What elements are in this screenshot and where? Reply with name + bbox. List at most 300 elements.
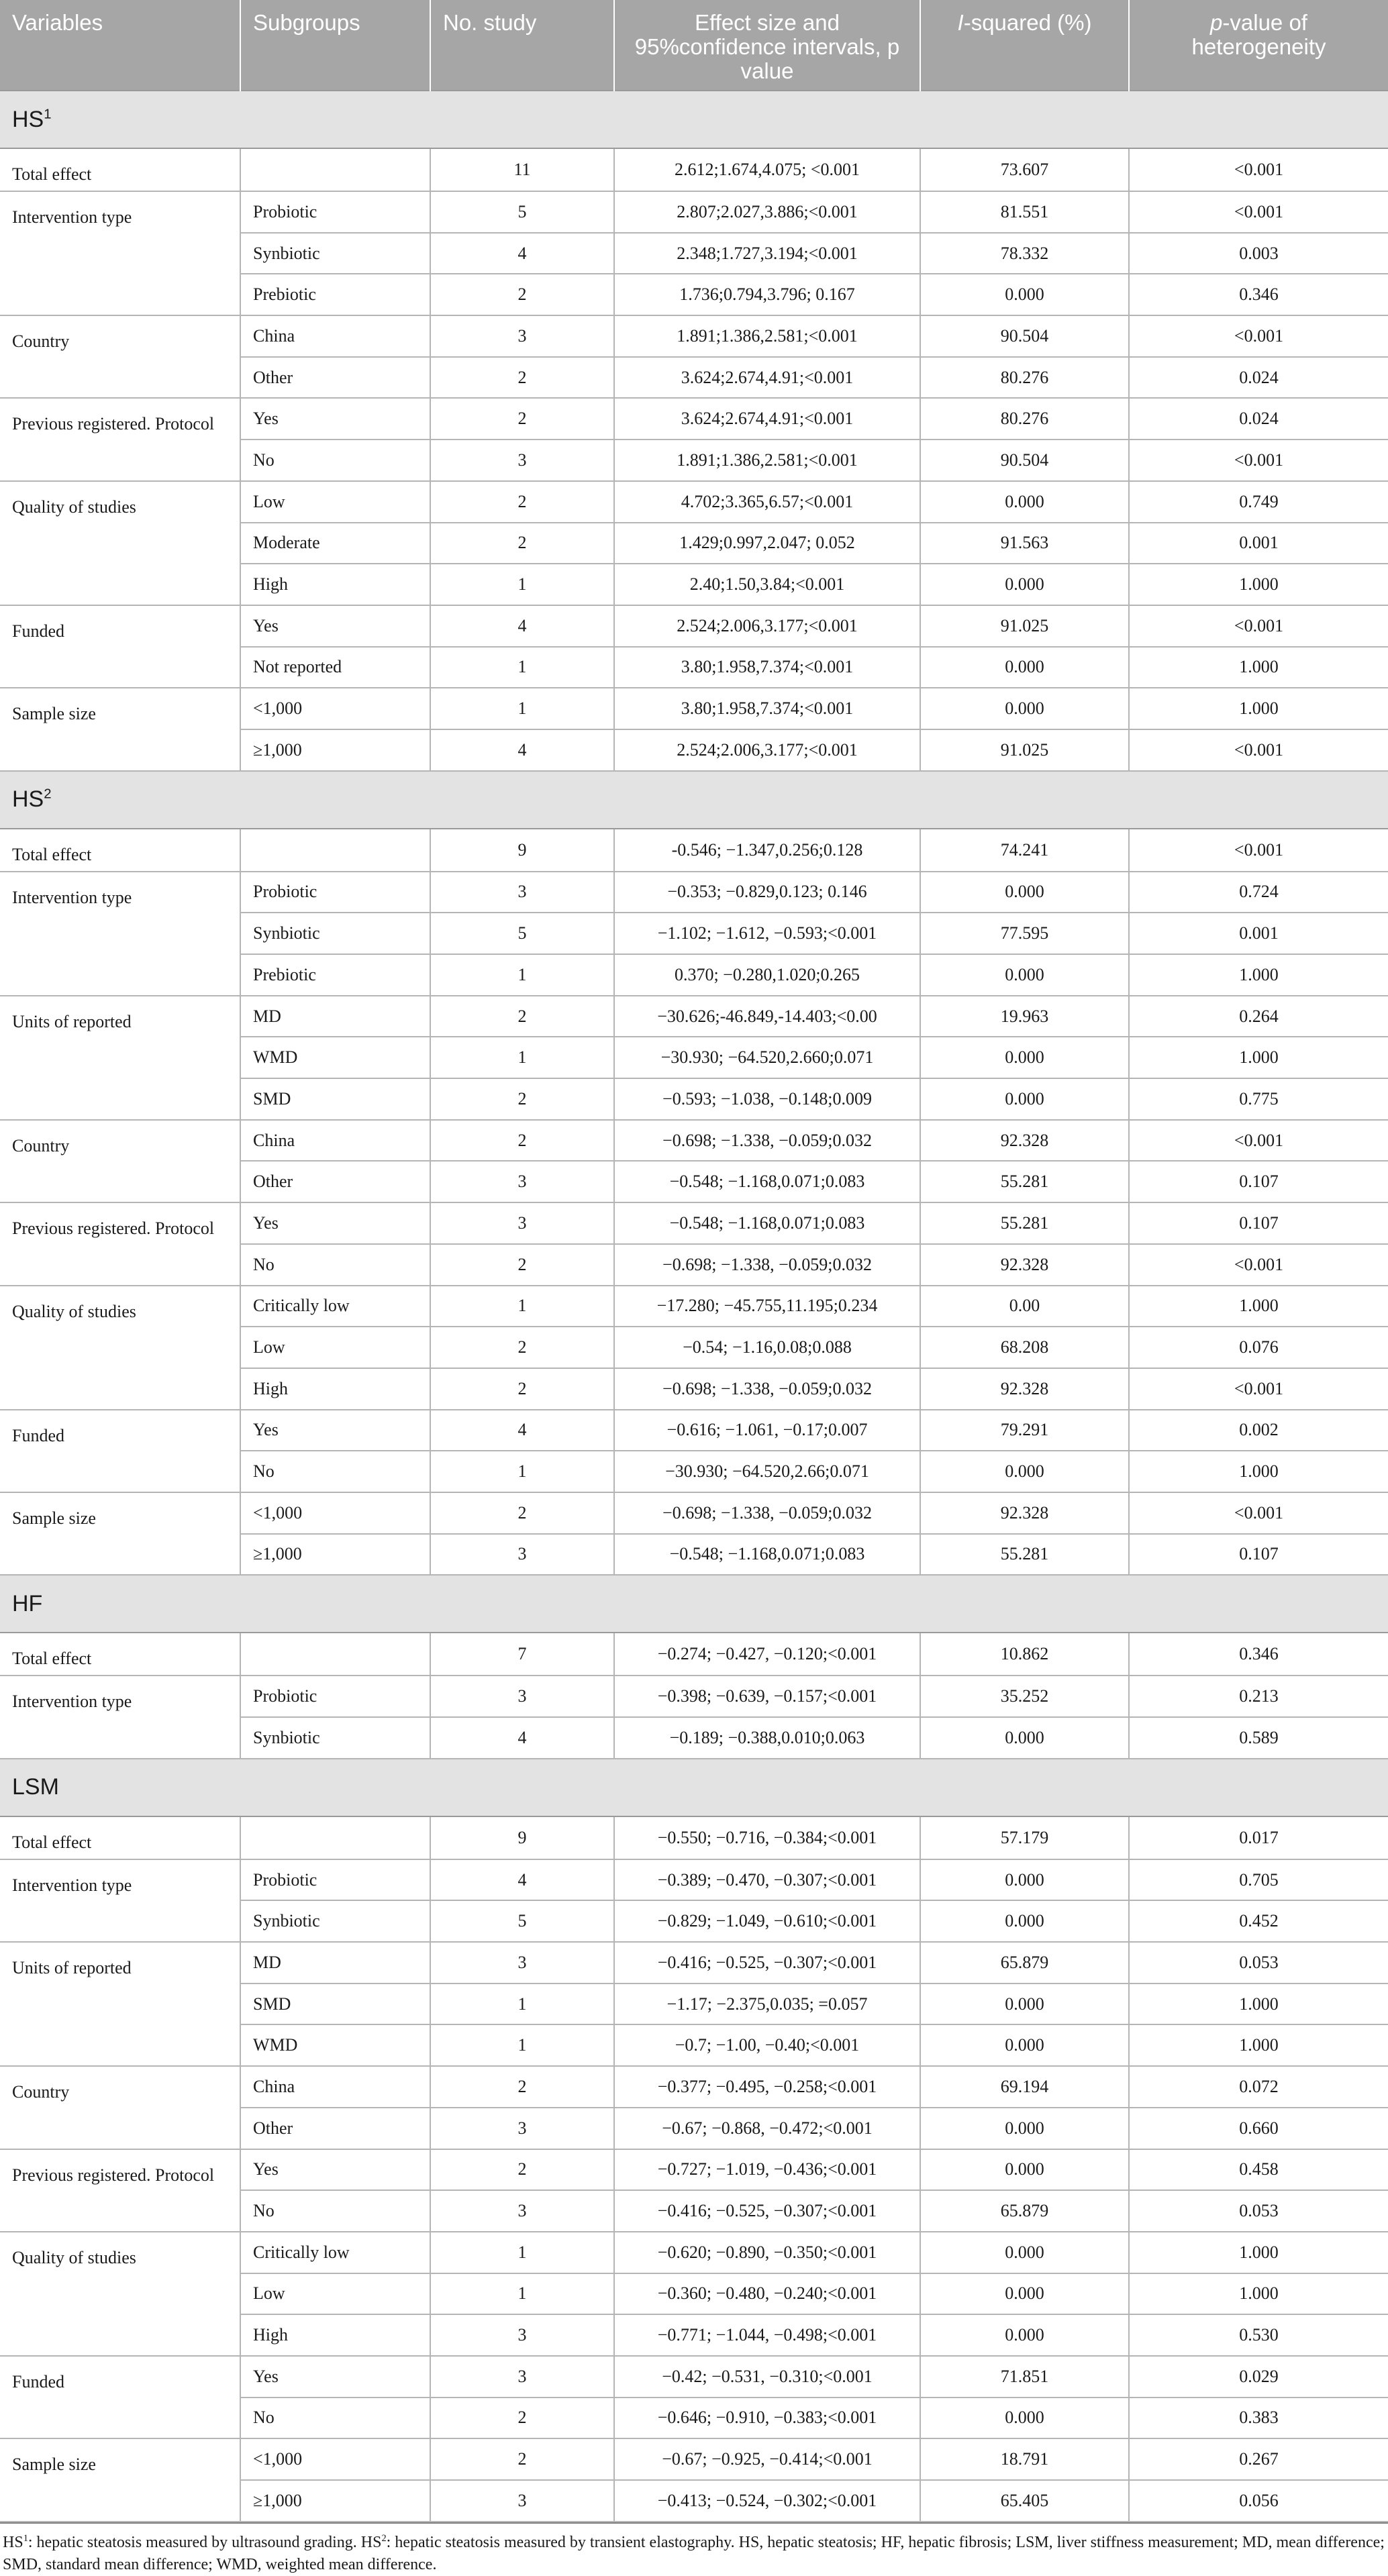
section-title xyxy=(0,91,1388,148)
header-effect-size: Effect size and 95%confidence intervals, p value xyxy=(614,0,920,91)
effect-size-cell: −0.646; −0.910, −0.383;<0.001 xyxy=(614,2398,920,2439)
subgroup-cell: Moderate xyxy=(240,523,430,564)
subgroup-cell: No xyxy=(240,2398,430,2439)
table-row xyxy=(0,2149,1388,2191)
p-value-cell: <0.001 xyxy=(1129,148,1388,191)
i-squared-cell: 10.862 xyxy=(920,1633,1129,1676)
i-squared-cell: 80.276 xyxy=(920,398,1129,440)
i-squared-cell: 92.328 xyxy=(920,1120,1129,1162)
variable-cell: Funded xyxy=(0,605,240,688)
footnote-sup-2: 2 xyxy=(381,2532,387,2544)
subgroup-cell: Low xyxy=(240,1327,430,1368)
study-count-cell: 2 xyxy=(430,996,614,1037)
subgroup-cell xyxy=(240,1816,430,1859)
effect-size-cell: −0.698; −1.338, −0.059;0.032 xyxy=(614,1244,920,1286)
p-value-cell: 0.775 xyxy=(1129,1078,1388,1120)
subgroup-cell: Synbiotic xyxy=(240,1717,430,1759)
subgroup-cell: China xyxy=(240,1120,430,1162)
i-squared-cell: 79.291 xyxy=(920,1410,1129,1451)
table-body xyxy=(0,91,1388,2522)
i-squared-cell: 77.595 xyxy=(920,913,1129,954)
table-row xyxy=(0,2066,1388,2108)
study-count-cell: 11 xyxy=(430,148,614,191)
study-count-cell: 3 xyxy=(430,1676,614,1717)
effect-size-cell: −0.274; −0.427, −0.120;<0.001 xyxy=(614,1633,920,1676)
variable-cell: Total effect xyxy=(0,1816,240,1859)
table-row xyxy=(0,872,1388,913)
i-squared-cell: 0.000 xyxy=(920,2149,1129,2191)
i-squared-cell: 0.000 xyxy=(920,1717,1129,1759)
study-count-cell: 3 xyxy=(430,315,614,357)
p-value-cell: 1.000 xyxy=(1129,564,1388,605)
table-row xyxy=(0,605,1388,647)
table-row xyxy=(0,996,1388,1037)
subgroup-cell: No xyxy=(240,2190,430,2232)
study-count-cell: 2 xyxy=(430,2438,614,2480)
effect-size-cell: −0.360; −0.480, −0.240;<0.001 xyxy=(614,2273,920,2315)
footnote-hs1: HS xyxy=(3,2533,23,2551)
p-value-cell: 0.053 xyxy=(1129,1942,1388,1983)
p-value-cell: 0.660 xyxy=(1129,2108,1388,2149)
study-count-cell: 4 xyxy=(430,1859,614,1901)
effect-size-cell: 3.80;1.958,7.374;<0.001 xyxy=(614,688,920,729)
p-value-cell: <0.001 xyxy=(1129,315,1388,357)
effect-size-cell: −0.377; −0.495, −0.258;<0.001 xyxy=(614,2066,920,2108)
i-squared-cell: 78.332 xyxy=(920,233,1129,274)
p-value-cell: 0.003 xyxy=(1129,233,1388,274)
i-squared-cell: 73.607 xyxy=(920,148,1129,191)
study-count-cell: 1 xyxy=(430,2232,614,2273)
section-title xyxy=(0,1575,1388,1633)
effect-size-cell: −0.771; −1.044, −0.498;<0.001 xyxy=(614,2314,920,2356)
study-count-cell: 3 xyxy=(430,2480,614,2522)
i-squared-cell: 0.000 xyxy=(920,564,1129,605)
study-count-cell: 1 xyxy=(430,688,614,729)
i-squared-cell: 91.025 xyxy=(920,729,1129,771)
section-title-text: HS xyxy=(12,106,44,132)
p-value-cell: 0.346 xyxy=(1129,274,1388,315)
section-header-row xyxy=(0,771,1388,829)
i-squared-cell: 0.000 xyxy=(920,1859,1129,1901)
effect-size-cell: 1.736;0.794,3.796; 0.167 xyxy=(614,274,920,315)
i-squared-cell: 90.504 xyxy=(920,315,1129,357)
study-count-cell: 3 xyxy=(430,1534,614,1576)
i-squared-cell: 0.000 xyxy=(920,274,1129,315)
study-count-cell: 3 xyxy=(430,1202,614,1244)
subgroup-cell: Critically low xyxy=(240,2232,430,2273)
p-value-cell: 1.000 xyxy=(1129,1983,1388,2025)
variable-cell: Previous registered. Protocol xyxy=(0,1202,240,1285)
effect-size-cell: 0.370; −0.280,1.020;0.265 xyxy=(614,954,920,996)
variable-cell: Intervention type xyxy=(0,1859,240,1942)
variable-cell: Country xyxy=(0,1120,240,1202)
study-count-cell: 2 xyxy=(430,357,614,399)
p-value-cell: 0.589 xyxy=(1129,1717,1388,1759)
p-value-cell: 0.024 xyxy=(1129,357,1388,399)
effect-size-cell: −0.353; −0.829,0.123; 0.146 xyxy=(614,872,920,913)
subgroup-cell: SMD xyxy=(240,1983,430,2025)
variable-cell: Previous registered. Protocol xyxy=(0,398,240,480)
table-header xyxy=(0,0,1388,91)
footnote-abbrev: : hepatic steatosis measured by transient elastography. HS, hepatic steatosis; HF, hepatic fibrosis; LSM, liver stiffness measurement; MD, mean difference; SMD, standard mean difference; WMD, weighted mean difference. xyxy=(3,2533,1385,2573)
section-title-text: LSM xyxy=(12,1774,59,1800)
subgroup-cell: WMD xyxy=(240,1037,430,1078)
study-count-cell: 1 xyxy=(430,2024,614,2066)
p-value-cell: 0.056 xyxy=(1129,2480,1388,2522)
study-count-cell: 2 xyxy=(430,1327,614,1368)
effect-size-cell: −0.398; −0.639, −0.157;<0.001 xyxy=(614,1676,920,1717)
i-squared-cell: 0.000 xyxy=(920,2273,1129,2315)
study-count-cell: 2 xyxy=(430,1078,614,1120)
table-row xyxy=(0,481,1388,523)
subgroup-cell: China xyxy=(240,2066,430,2108)
subgroup-cell: ≥1,000 xyxy=(240,729,430,771)
study-count-cell: 2 xyxy=(430,2149,614,2191)
effect-size-cell: −0.42; −0.531, −0.310;<0.001 xyxy=(614,2356,920,2398)
variable-cell: Sample size xyxy=(0,2438,240,2521)
variable-cell: Previous registered. Protocol xyxy=(0,2149,240,2232)
section-title-sup: 1 xyxy=(44,107,52,122)
p-value-cell: <0.001 xyxy=(1129,729,1388,771)
subgroup-cell: SMD xyxy=(240,1078,430,1120)
effect-size-cell: 2.348;1.727,3.194;<0.001 xyxy=(614,233,920,274)
p-value-cell: 0.213 xyxy=(1129,1676,1388,1717)
effect-size-cell: −0.548; −1.168,0.071;0.083 xyxy=(614,1534,920,1576)
section-header-row xyxy=(0,1575,1388,1633)
i-squared-cell: 0.00 xyxy=(920,1286,1129,1327)
i-squared-cell: 0.000 xyxy=(920,1451,1129,1492)
subgroup-cell: Other xyxy=(240,357,430,399)
subgroup-cell: Yes xyxy=(240,605,430,647)
effect-size-cell: −0.67; −0.868, −0.472;<0.001 xyxy=(614,2108,920,2149)
i-squared-cell: 91.563 xyxy=(920,523,1129,564)
table-row xyxy=(0,1633,1388,1676)
variable-cell: Intervention type xyxy=(0,1676,240,1758)
effect-size-cell: −0.548; −1.168,0.071;0.083 xyxy=(614,1161,920,1202)
section-title-text: HF xyxy=(12,1590,43,1616)
table-row xyxy=(0,2438,1388,2480)
effect-size-cell: −0.413; −0.524, −0.302;<0.001 xyxy=(614,2480,920,2522)
p-value-cell: 1.000 xyxy=(1129,1451,1388,1492)
effect-size-cell: −0.616; −1.061, −0.17;0.007 xyxy=(614,1410,920,1451)
study-count-cell: 5 xyxy=(430,191,614,233)
study-count-cell: 2 xyxy=(430,1120,614,1162)
p-value-cell: 0.107 xyxy=(1129,1161,1388,1202)
subgroup-cell: High xyxy=(240,1368,430,1410)
i-squared-cell: 69.194 xyxy=(920,2066,1129,2108)
study-count-cell: 3 xyxy=(430,2190,614,2232)
p-value-cell: 0.072 xyxy=(1129,2066,1388,2108)
subgroup-cell xyxy=(240,829,430,872)
p-value-cell: 0.267 xyxy=(1129,2438,1388,2480)
p-value-cell: 0.076 xyxy=(1129,1327,1388,1368)
i-squared-cell: 0.000 xyxy=(920,481,1129,523)
effect-size-cell: −1.102; −1.612, −0.593;<0.001 xyxy=(614,913,920,954)
p-value-cell: 0.029 xyxy=(1129,2356,1388,2398)
header-i-italic: I xyxy=(957,10,964,35)
i-squared-cell: 91.025 xyxy=(920,605,1129,647)
p-value-cell: 0.383 xyxy=(1129,2398,1388,2439)
p-value-cell: 0.107 xyxy=(1129,1534,1388,1576)
p-value-cell: 1.000 xyxy=(1129,647,1388,688)
subgroup-cell: <1,000 xyxy=(240,688,430,729)
footnote-hs2: : hepatic steatosis measured by ultrasound grading. HS xyxy=(28,2533,382,2551)
i-squared-cell: 71.851 xyxy=(920,2356,1129,2398)
effect-size-cell: −0.620; −0.890, −0.350;<0.001 xyxy=(614,2232,920,2273)
p-value-cell: 0.458 xyxy=(1129,2149,1388,2191)
variable-cell: Intervention type xyxy=(0,191,240,315)
table-row xyxy=(0,1492,1388,1534)
effect-size-cell: 4.702;3.365,6.57;<0.001 xyxy=(614,481,920,523)
subgroup-cell: Other xyxy=(240,1161,430,1202)
effect-size-cell: −1.17; −2.375,0.035; =0.057 xyxy=(614,1983,920,2025)
i-squared-cell: 74.241 xyxy=(920,829,1129,872)
section-title xyxy=(0,771,1388,829)
i-squared-cell: 0.000 xyxy=(920,2314,1129,2356)
section-title-sup: 2 xyxy=(44,786,52,802)
subgroup-cell xyxy=(240,1633,430,1676)
study-count-cell: 2 xyxy=(430,2066,614,2108)
i-squared-cell: 0.000 xyxy=(920,688,1129,729)
effect-size-cell: 1.429;0.997,2.047; 0.052 xyxy=(614,523,920,564)
subgroup-cell xyxy=(240,148,430,191)
study-count-cell: 1 xyxy=(430,564,614,605)
i-squared-cell: 0.000 xyxy=(920,1900,1129,1942)
p-value-cell: 0.001 xyxy=(1129,523,1388,564)
i-squared-cell: 0.000 xyxy=(920,2232,1129,2273)
effect-size-cell: −17.280; −45.755,11.195;0.234 xyxy=(614,1286,920,1327)
study-count-cell: 2 xyxy=(430,1244,614,1286)
subgroup-cell: <1,000 xyxy=(240,2438,430,2480)
p-value-cell: <0.001 xyxy=(1129,440,1388,481)
i-squared-cell: 0.000 xyxy=(920,1983,1129,2025)
subgroup-cell: Yes xyxy=(240,2149,430,2191)
subgroup-cell: China xyxy=(240,315,430,357)
variable-cell: Total effect xyxy=(0,829,240,872)
i-squared-cell: 55.281 xyxy=(920,1202,1129,1244)
table-row xyxy=(0,1859,1388,1901)
effect-size-cell: −0.416; −0.525, −0.307;<0.001 xyxy=(614,2190,920,2232)
table-row xyxy=(0,1942,1388,1983)
i-squared-cell: 0.000 xyxy=(920,2398,1129,2439)
section-header-row xyxy=(0,1759,1388,1816)
study-count-cell: 3 xyxy=(430,440,614,481)
subgroup-cell: Yes xyxy=(240,1202,430,1244)
header-p-heterogeneity xyxy=(1129,0,1388,91)
study-count-cell: 2 xyxy=(430,1368,614,1410)
table-row xyxy=(0,688,1388,729)
subgroup-cell: Prebiotic xyxy=(240,274,430,315)
table-row xyxy=(0,398,1388,440)
subgroup-cell: Synbiotic xyxy=(240,233,430,274)
study-count-cell: 2 xyxy=(430,523,614,564)
subgroup-cell: MD xyxy=(240,1942,430,1983)
study-count-cell: 3 xyxy=(430,2356,614,2398)
i-squared-cell: 0.000 xyxy=(920,647,1129,688)
subgroup-cell: Prebiotic xyxy=(240,954,430,996)
study-count-cell: 1 xyxy=(430,2273,614,2315)
p-value-cell: 1.000 xyxy=(1129,688,1388,729)
study-count-cell: 3 xyxy=(430,1161,614,1202)
effect-size-cell: −0.67; −0.925, −0.414;<0.001 xyxy=(614,2438,920,2480)
header-subgroups: Subgroups xyxy=(240,0,430,91)
i-squared-cell: 81.551 xyxy=(920,191,1129,233)
study-count-cell: 9 xyxy=(430,829,614,872)
study-count-cell: 9 xyxy=(430,1816,614,1859)
p-value-cell: 0.107 xyxy=(1129,1202,1388,1244)
effect-size-cell: −0.550; −0.716, −0.384;<0.001 xyxy=(614,1816,920,1859)
p-value-cell: 1.000 xyxy=(1129,1286,1388,1327)
p-value-cell: 1.000 xyxy=(1129,1037,1388,1078)
p-value-cell: 0.053 xyxy=(1129,2190,1388,2232)
i-squared-cell: 0.000 xyxy=(920,1037,1129,1078)
study-count-cell: 5 xyxy=(430,1900,614,1942)
i-squared-cell: 90.504 xyxy=(920,440,1129,481)
subgroup-cell: Yes xyxy=(240,1410,430,1451)
p-value-cell: 1.000 xyxy=(1129,2232,1388,2273)
study-count-cell: 1 xyxy=(430,1451,614,1492)
effect-size-cell: −0.389; −0.470, −0.307;<0.001 xyxy=(614,1859,920,1901)
p-value-cell: <0.001 xyxy=(1129,1492,1388,1534)
p-value-cell: 0.264 xyxy=(1129,996,1388,1037)
effect-size-cell: −0.593; −1.038, −0.148;0.009 xyxy=(614,1078,920,1120)
section-header-row xyxy=(0,91,1388,148)
header-p-italic: p xyxy=(1210,10,1223,35)
subgroup-cell: ≥1,000 xyxy=(240,1534,430,1576)
effect-size-cell: −0.698; −1.338, −0.059;0.032 xyxy=(614,1120,920,1162)
study-count-cell: 1 xyxy=(430,1983,614,2025)
table-row xyxy=(0,1202,1388,1244)
effect-size-cell: 2.612;1.674,4.075; <0.001 xyxy=(614,148,920,191)
subgroup-cell: High xyxy=(240,2314,430,2356)
subgroup-cell: No xyxy=(240,440,430,481)
effect-size-cell: 2.40;1.50,3.84;<0.001 xyxy=(614,564,920,605)
study-count-cell: 1 xyxy=(430,647,614,688)
study-count-cell: 4 xyxy=(430,729,614,771)
p-value-cell: <0.001 xyxy=(1129,1368,1388,1410)
i-squared-cell: 65.405 xyxy=(920,2480,1129,2522)
variable-cell: Country xyxy=(0,315,240,398)
subgroup-cell: MD xyxy=(240,996,430,1037)
p-value-cell: 0.705 xyxy=(1129,1859,1388,1901)
subgroup-cell: Yes xyxy=(240,398,430,440)
variable-cell: Quality of studies xyxy=(0,481,240,605)
effect-size-cell: 3.80;1.958,7.374;<0.001 xyxy=(614,647,920,688)
effect-size-cell: 2.524;2.006,3.177;<0.001 xyxy=(614,605,920,647)
subgroup-cell: Critically low xyxy=(240,1286,430,1327)
variable-cell: Funded xyxy=(0,2356,240,2438)
subgroup-cell: Low xyxy=(240,481,430,523)
effect-size-cell: −30.930; −64.520,2.66;0.071 xyxy=(614,1451,920,1492)
variable-cell: Total effect xyxy=(0,148,240,191)
table-row xyxy=(0,1120,1388,1162)
p-value-cell: 0.001 xyxy=(1129,913,1388,954)
header-variables: Variables xyxy=(0,0,240,91)
subgroup-cell: No xyxy=(240,1451,430,1492)
subgroup-cell: No xyxy=(240,1244,430,1286)
p-value-cell: 1.000 xyxy=(1129,954,1388,996)
variable-cell: Funded xyxy=(0,1410,240,1492)
i-squared-cell: 0.000 xyxy=(920,2108,1129,2149)
subgroup-cell: Low xyxy=(240,2273,430,2315)
study-count-cell: 5 xyxy=(430,913,614,954)
table-row xyxy=(0,2356,1388,2398)
effect-size-cell: 2.524;2.006,3.177;<0.001 xyxy=(614,729,920,771)
subgroup-cell: <1,000 xyxy=(240,1492,430,1534)
effect-size-cell: −0.7; −1.00, −0.40;<0.001 xyxy=(614,2024,920,2066)
study-count-cell: 3 xyxy=(430,872,614,913)
table-row xyxy=(0,829,1388,872)
study-count-cell: 2 xyxy=(430,274,614,315)
table-row xyxy=(0,1410,1388,1451)
effect-size-cell: 3.624;2.674,4.91;<0.001 xyxy=(614,398,920,440)
i-squared-cell: 55.281 xyxy=(920,1161,1129,1202)
i-squared-cell: 18.791 xyxy=(920,2438,1129,2480)
p-value-cell: <0.001 xyxy=(1129,605,1388,647)
effect-size-cell: −0.416; −0.525, −0.307;<0.001 xyxy=(614,1942,920,1983)
variable-cell: Intervention type xyxy=(0,872,240,996)
header-p-rest: -value of heterogeneity xyxy=(1191,10,1326,59)
i-squared-cell: 65.879 xyxy=(920,1942,1129,1983)
subgroup-cell: Not reported xyxy=(240,647,430,688)
p-value-cell: 0.530 xyxy=(1129,2314,1388,2356)
section-title-text: HS xyxy=(12,786,44,813)
p-value-cell: <0.001 xyxy=(1129,1244,1388,1286)
table-row xyxy=(0,1676,1388,1717)
study-count-cell: 3 xyxy=(430,2314,614,2356)
study-count-cell: 3 xyxy=(430,1942,614,1983)
effect-size-cell: −0.189; −0.388,0.010;0.063 xyxy=(614,1717,920,1759)
variable-cell: Sample size xyxy=(0,1492,240,1575)
subgroup-cell: Probiotic xyxy=(240,872,430,913)
i-squared-cell: 92.328 xyxy=(920,1368,1129,1410)
p-value-cell: 1.000 xyxy=(1129,2024,1388,2066)
i-squared-cell: 92.328 xyxy=(920,1492,1129,1534)
study-count-cell: 1 xyxy=(430,1286,614,1327)
variable-cell: Country xyxy=(0,2066,240,2149)
i-squared-cell: 19.963 xyxy=(920,996,1129,1037)
header-no-study: No. study xyxy=(430,0,614,91)
p-value-cell: <0.001 xyxy=(1129,829,1388,872)
i-squared-cell: 92.328 xyxy=(920,1244,1129,1286)
subgroup-cell: Synbiotic xyxy=(240,1900,430,1942)
study-count-cell: 1 xyxy=(430,1037,614,1078)
effect-size-cell: 1.891;1.386,2.581;<0.001 xyxy=(614,440,920,481)
effect-size-cell: 2.807;2.027,3.886;<0.001 xyxy=(614,191,920,233)
i-squared-cell: 0.000 xyxy=(920,2024,1129,2066)
table-row xyxy=(0,315,1388,357)
table-row xyxy=(0,191,1388,233)
subgroup-cell: Yes xyxy=(240,2356,430,2398)
effect-size-cell: −0.727; −1.019, −0.436;<0.001 xyxy=(614,2149,920,2191)
study-count-cell: 3 xyxy=(430,2108,614,2149)
p-value-cell: 0.749 xyxy=(1129,481,1388,523)
variable-cell: Quality of studies xyxy=(0,2232,240,2356)
effect-size-cell: −0.829; −1.049, −0.610;<0.001 xyxy=(614,1900,920,1942)
study-count-cell: 2 xyxy=(430,1492,614,1534)
subgroup-cell: High xyxy=(240,564,430,605)
section-title xyxy=(0,1759,1388,1816)
subgroup-cell: Other xyxy=(240,2108,430,2149)
effect-size-cell: 3.624;2.674,4.91;<0.001 xyxy=(614,357,920,399)
study-count-cell: 7 xyxy=(430,1633,614,1676)
effect-size-cell: −30.626;-46.849,-14.403;<0.00 xyxy=(614,996,920,1037)
study-count-cell: 4 xyxy=(430,1717,614,1759)
i-squared-cell: 55.281 xyxy=(920,1534,1129,1576)
p-value-cell: <0.001 xyxy=(1129,1120,1388,1162)
effect-size-cell: 1.891;1.386,2.581;<0.001 xyxy=(614,315,920,357)
header-i-squared xyxy=(920,0,1129,91)
